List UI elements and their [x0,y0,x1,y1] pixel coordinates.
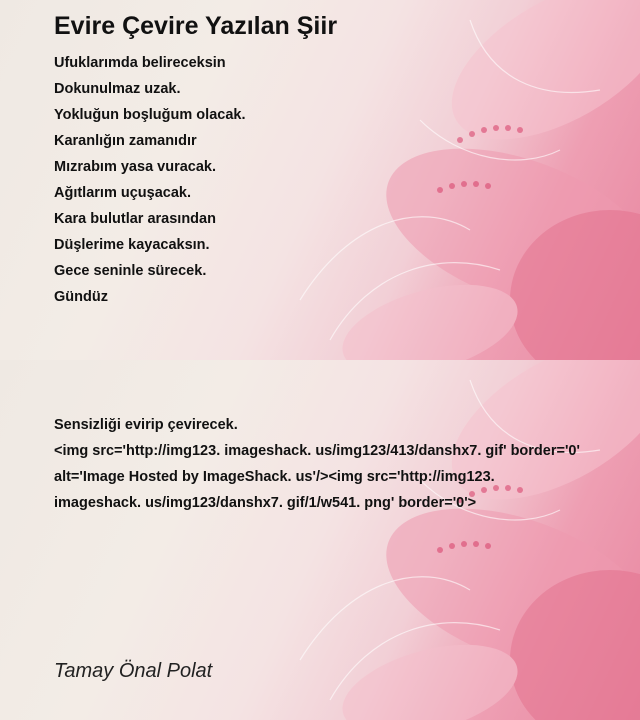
poem-line: Ağıtlarım uçuşacak. [54,185,191,201]
poem-stanza-2 [54,412,584,516]
poem-stanza-1 [54,53,245,313]
poem-embedded-code: <img src='http://img123. imageshack. us/img123/413/danshx7. gif' border='0' alt='Image Hosted by ImageShack. us'/><img src='http://img123. imageshack. us/img123/danshx7. gif/1/w541. png' border='0'> [54,443,580,511]
poem-line: Düşlerime kayacaksın. [54,237,210,253]
poem-line: Yokluğun boşluğum olacak. [54,107,246,123]
poem-line: Kara bulutlar arasından [54,211,216,227]
poem-line: Sensizliği evirip çevirecek. [54,417,238,433]
poem-line: Ufuklarımda belireceksin [54,55,226,71]
poem-line: Mızrabım yasa vuracak. [54,159,217,175]
poem-author: Tamay Önal Polat [54,660,213,682]
poem-panel-bottom [0,360,640,720]
poem-line: Dokunulmaz uzak. [54,81,181,97]
poem-title: Evire Çevire Yazılan Şiir [54,12,338,40]
poem-line: Karanlığın zamanıdır [54,133,197,149]
poem-line: Gündüz [54,289,108,305]
poem-line: Gece seninle sürecek. [54,263,207,279]
